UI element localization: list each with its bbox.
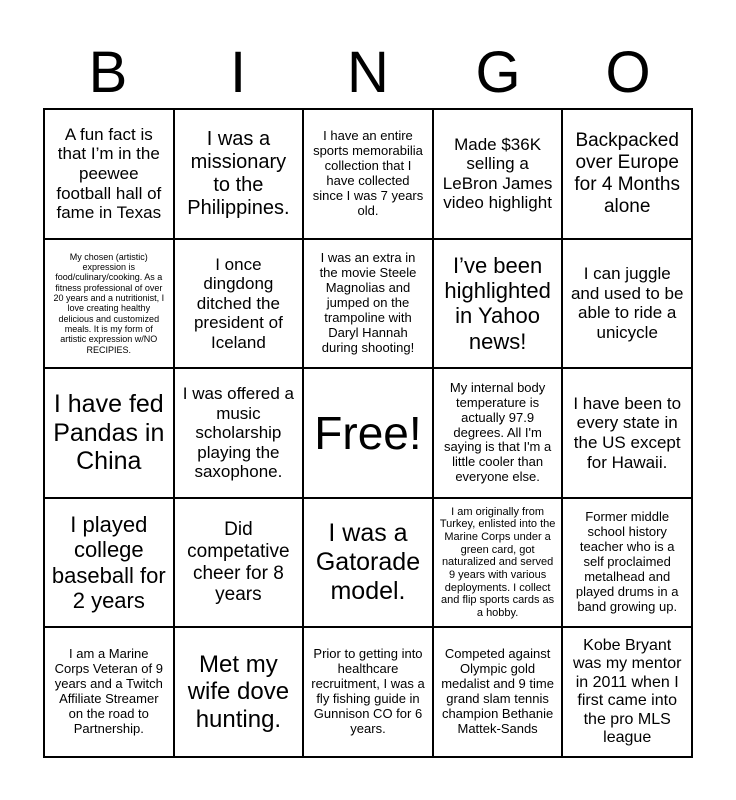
bingo-cell[interactable]: I’ve been highlighted in Yahoo news! bbox=[433, 239, 563, 369]
header-letter-b: B bbox=[88, 40, 128, 105]
bingo-cell[interactable]: I was an extra in the movie Steele Magnolias and jumped on the trampoline with Daryl Hannah during shooting! bbox=[303, 239, 433, 369]
bingo-cell[interactable]: My internal body temperature is actually 97.9 degrees. All I'm saying is that I'm a little cooler than everyone else. bbox=[433, 368, 563, 498]
header-letter-g: G bbox=[475, 40, 521, 105]
free-space[interactable]: Free! bbox=[303, 368, 433, 498]
bingo-cell[interactable]: Made $36K selling a LeBron James video highlight bbox=[433, 109, 563, 239]
header-letter-i: I bbox=[229, 40, 247, 105]
bingo-cell[interactable]: I am originally from Turkey, enlisted into the Marine Corps under a green card, got naturalized and served 9 years with various deployments. I collect and flip sports cards as a hobby. bbox=[433, 498, 563, 628]
bingo-cell[interactable]: Prior to getting into healthcare recruitment, I was a fly fishing guide in Gunnison CO for 6 years. bbox=[303, 627, 433, 757]
bingo-cell[interactable]: My chosen (artistic) expression is food/culinary/cooking. As a fitness professional of over 20 years and a nutritionist, I love creating healthy delicious and customized meals. It is my form of artistic expression w/NO RECIPIES. bbox=[44, 239, 174, 369]
bingo-cell[interactable]: I have an entire sports memorabilia collection that I have collected since I was 7 years old. bbox=[303, 109, 433, 239]
bingo-cell[interactable]: I was a Gatorade model. bbox=[303, 498, 433, 628]
bingo-cell[interactable]: Did competative cheer for 8 years bbox=[174, 498, 304, 628]
header-letter-n: N bbox=[347, 40, 389, 105]
bingo-cell[interactable]: I am a Marine Corps Veteran of 9 years and a Twitch Affiliate Streamer on the road to Partnership. bbox=[44, 627, 174, 757]
bingo-cell[interactable]: I was a missionary to the Philippines. bbox=[174, 109, 304, 239]
bingo-cell[interactable]: I once dingdong ditched the president of Iceland bbox=[174, 239, 304, 369]
bingo-cell[interactable]: I can juggle and used to be able to ride a unicycle bbox=[562, 239, 692, 369]
header-letter-o: O bbox=[605, 40, 651, 105]
bingo-cell[interactable]: I was offered a music scholarship playing the saxophone. bbox=[174, 368, 304, 498]
bingo-cell[interactable]: Former middle school history teacher who is a self proclaimed metalhead and played drums in a band growing up. bbox=[562, 498, 692, 628]
bingo-cell[interactable]: A fun fact is that I’m in the peewee football hall of fame in Texas bbox=[44, 109, 174, 239]
bingo-board bbox=[43, 108, 693, 758]
bingo-cell[interactable]: I have been to every state in the US except for Hawaii. bbox=[562, 368, 692, 498]
bingo-cell[interactable]: Kobe Bryant was my mentor in 2011 when I first came into the pro MLS league bbox=[562, 627, 692, 757]
bingo-cell[interactable]: Met my wife dove hunting. bbox=[174, 627, 304, 757]
bingo-cell[interactable]: Competed against Olympic gold medalist and 9 time grand slam tennis champion Bethanie Mattek-Sands bbox=[433, 627, 563, 757]
bingo-cell[interactable]: I played college baseball for 2 years bbox=[44, 498, 174, 628]
bingo-cell[interactable]: Backpacked over Europe for 4 Months alone bbox=[562, 109, 692, 239]
bingo-header bbox=[43, 42, 693, 104]
bingo-cell[interactable]: I have fed Pandas in China bbox=[44, 368, 174, 498]
